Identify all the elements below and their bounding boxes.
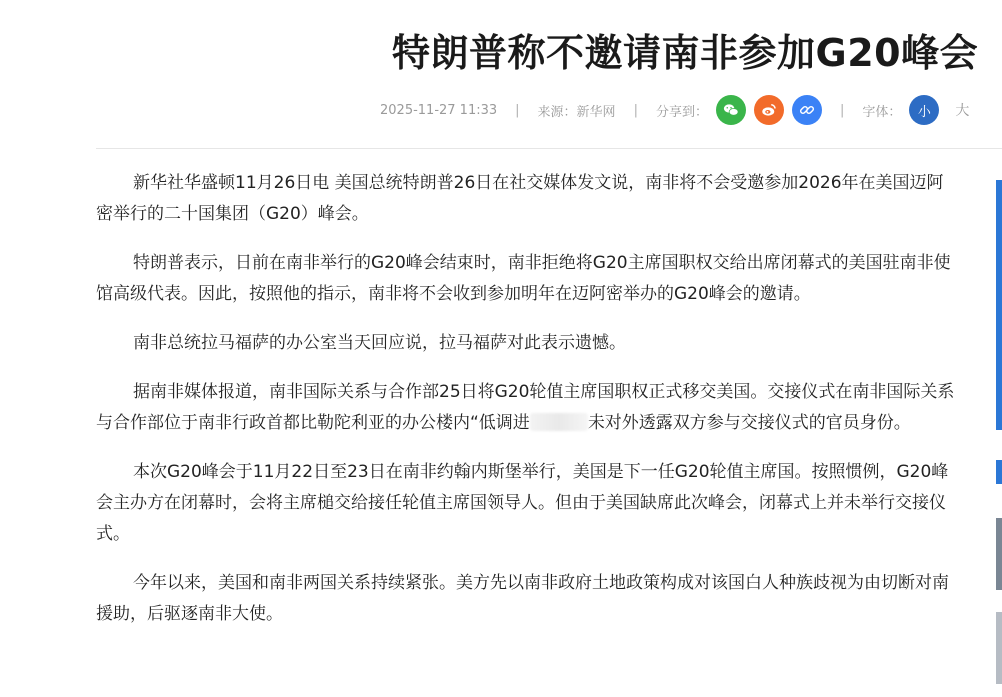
article-source: 来源：新华网	[537, 104, 616, 120]
sidebar-edge-fragment	[996, 518, 1002, 590]
sidebar-edge-fragment	[996, 612, 1002, 684]
article-paragraph: 南非总统拉马福萨的办公室当天回应说，拉马福萨对此表示遗憾。	[133, 333, 626, 353]
article-title: 特朗普称不邀请南非参加G20峰会	[392, 31, 979, 75]
sidebar-edge-fragment	[996, 180, 1002, 430]
meta-separator: |	[515, 102, 520, 118]
copy-link-button[interactable]	[792, 95, 822, 125]
font-large-button[interactable]: 大	[955, 103, 970, 119]
font-small-button[interactable]: 小	[909, 95, 939, 125]
article-paragraph: 特朗普表示，日前在南非举行的G20峰会结束时，南非拒绝将G20主席国职权交给出席闭幕式的美国驻南非使馆高级代表。因此，按照他的指示，南非将不会收到参加明年在迈阿密举办的G20峰会的邀请。	[96, 253, 951, 304]
paragraph-text: 据南非媒体报道，南非国际关系与合作部25日将G20轮值主席国职权正式移交美国。交接仪式在南非国际关系与合作部位于南非行政首都比勒陀利亚的办公楼内“低调进	[96, 382, 955, 433]
share-wechat-button[interactable]	[716, 95, 746, 125]
weibo-icon	[760, 101, 778, 119]
publish-datetime: 2025-11-27 11:33	[380, 102, 498, 118]
article-meta	[380, 96, 969, 124]
obscured-text	[530, 413, 588, 431]
article-paragraph: 本次G20峰会于11月22日至23日在南非约翰内斯堡举行，美国是下一任G20轮值主席国。按照惯例，G20峰会主办方在闭幕时，会将主席槌交给接任轮值主席国领导人。但由于美国缺席此次峰会，闭幕式上并未举行交接仪式。	[96, 462, 949, 544]
share-weibo-button[interactable]	[754, 95, 784, 125]
paragraph-text: 未对外透露双方参与交接仪式的官员身份。	[587, 413, 911, 433]
header-divider	[96, 148, 1002, 149]
font-size-label: 字体：	[862, 104, 902, 120]
share-label: 分享到：	[655, 104, 708, 120]
sidebar-edge-fragment	[996, 460, 1002, 484]
link-icon	[798, 101, 816, 119]
meta-separator: |	[633, 102, 638, 118]
article-paragraph: 新华社华盛顿11月26日电 美国总统特朗普26日在社交媒体发文说，南非将不会受邀参加2026年在美国迈阿密举行的二十国集团（G20）峰会。	[96, 173, 944, 224]
article-paragraph: 今年以来，美国和南非两国关系持续紧张。美方先以南非政府土地政策构成对该国白人种族歧视为由切断对南援助，后驱逐南非大使。	[96, 573, 949, 624]
article-body	[96, 168, 960, 648]
meta-separator: |	[839, 102, 845, 118]
article-paragraph	[96, 377, 960, 439]
wechat-icon	[722, 101, 740, 119]
